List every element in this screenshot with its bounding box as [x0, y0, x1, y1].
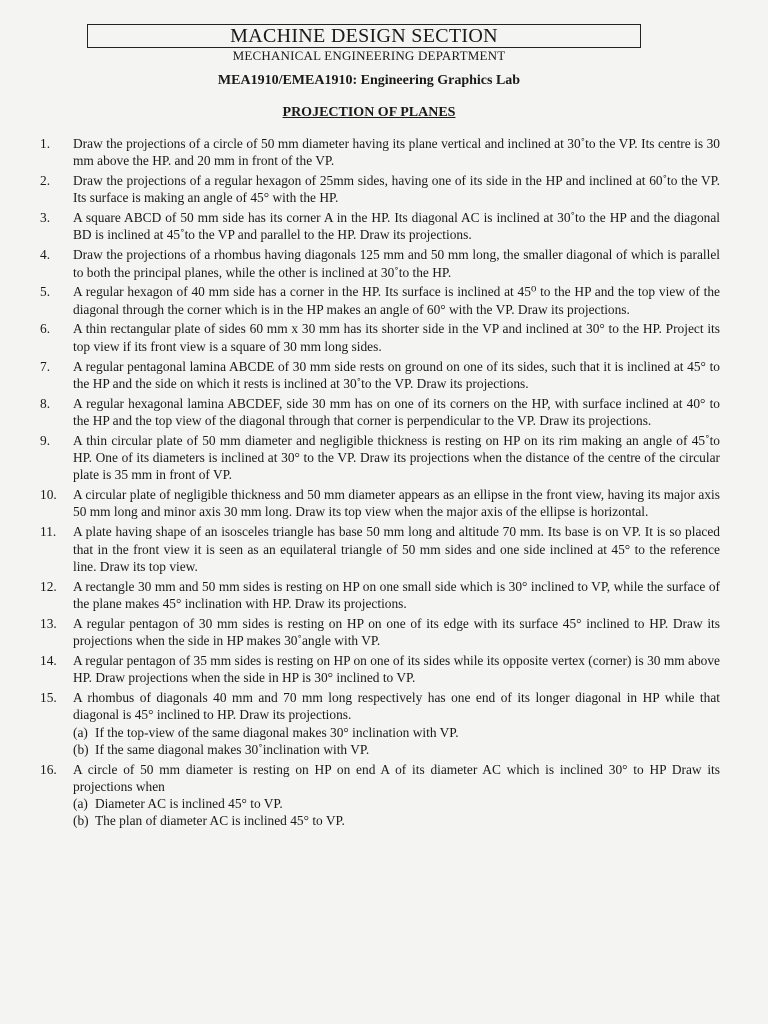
question-item	[40, 358, 720, 393]
sub-question-text: The plan of diameter AC is inclined 45° to VP.	[95, 813, 345, 829]
sub-question-text: Diameter AC is inclined 45° to VP.	[95, 796, 283, 812]
sub-question	[73, 795, 720, 812]
sub-question-text: If the top-view of the same diagonal makes 30° inclination with VP.	[95, 724, 459, 740]
question-number: 13.	[40, 615, 57, 631]
question-number: 8.	[40, 395, 51, 411]
sub-question	[73, 812, 720, 829]
sub-question-label: (a)	[73, 724, 88, 740]
sub-question-text: If the same diagonal makes 30˚inclination with VP.	[95, 741, 370, 757]
question-item	[40, 652, 720, 687]
question-number: 6.	[40, 321, 51, 337]
question-item	[40, 172, 720, 207]
department-name: MECHANICAL ENGINEERING DEPARTMENT	[232, 48, 506, 63]
assignment-heading: PROJECTION OF PLANES	[282, 105, 456, 120]
question-text: A regular pentagonal lamina ABCDE of 30 mm side rests on ground on one of its sides, such that it is inclined at 45° to the HP and the side on which it rests is inclined at 30˚to the VP. Draw its projections.	[73, 358, 720, 391]
question-text: A plate having shape of an isosceles triangle has base 50 mm long and altitude 70 mm. Its base is on VP. It is so placed that in the front view it is seen as an equilateral triangle of 50 mm sides and one side inclined at 45° to the reference line. Draw its top view.	[73, 524, 720, 574]
question-number: 11.	[40, 524, 57, 540]
sub-question-label: (b)	[73, 813, 89, 829]
question-text: A regular hexagon of 40 mm side has a corner in the HP. Its surface is inclined at 45⁰ to the HP and the top view of the diagonal through the corner which is in the HP makes an angle of 60° with the VP. Draw its projections.	[73, 284, 720, 317]
question-item	[40, 578, 720, 613]
question-number: 4.	[40, 247, 51, 263]
sub-question	[73, 741, 720, 758]
question-item	[40, 135, 720, 170]
question-text: A rectangle 30 mm and 50 mm sides is resting on HP on one small side which is 30° inclined to VP, while the surface of the plane makes 45° inclination with HP. Draw its projections.	[73, 578, 720, 611]
question-text: A thin circular plate of 50 mm diameter and negligible thickness is resting on HP on its rim making an angle of 45˚to HP. One of its diameters is inclined at 30° to the VP. Draw its projections when the distance of the centre of the circular plate is 35 mm in front of VP.	[73, 432, 720, 483]
question-number: 15.	[40, 689, 57, 705]
question-number: 2.	[40, 173, 51, 189]
question-text: A regular hexagonal lamina ABCDEF, side 30 mm has on one of its corners on the HP, with surface inclined at 40° to the HP and the top view of the diagonal through that corner is perpendicular to the VP. Draw its projections.	[73, 395, 720, 428]
question-number: 10.	[40, 487, 57, 503]
question-item	[40, 246, 720, 281]
question-text: A regular pentagon of 35 mm sides is resting on HP on one of its sides while its opposite vertex (corner) is 30 mm above HP. Draw projections when the side in HP is 30° inclined to VP.	[73, 652, 720, 686]
sub-question	[73, 724, 720, 741]
question-text: Draw the projections of a regular hexagon of 25mm sides, having one of its side in the HP and inclined at 60˚to the VP. Its surface is making an angle of 45° with the HP.	[73, 173, 720, 206]
question-text: A rhombus of diagonals 40 mm and 70 mm long respectively has one end of its longer diagonal in HP while that diagonal is 45° inclined to HP. Draw its projections.	[73, 689, 720, 723]
question-number: 12.	[40, 578, 57, 594]
question-item	[40, 689, 720, 758]
question-text: A circle of 50 mm diameter is resting on HP on end A of its diameter AC which is inclined 30° to HP Draw its projections when	[73, 761, 720, 794]
question-text: A square ABCD of 50 mm side has its corner A in the HP. Its diagonal AC is inclined at 30˚to the HP and the diagonal BD is inclined at 45˚to the VP and parallel to the HP. Draw its projections.	[73, 210, 720, 243]
section-title: MACHINE DESIGN SECTION	[87, 24, 641, 48]
question-text: A regular pentagon of 30 mm sides is resting on HP on one of its edge with its surface 45° inclined to HP. Draw its projections when the side in HP makes 30˚angle with VP.	[73, 615, 720, 649]
question-number: 5.	[40, 284, 51, 300]
question-text: A circular plate of negligible thickness and 50 mm diameter appears as an ellipse in the front view, having its major axis 50 mm long and minor axis 30 mm long. Draw its top view when the major axis of the ellipse is horizontal.	[73, 487, 720, 520]
question-number: 3.	[40, 210, 51, 226]
question-text: Draw the projections of a circle of 50 mm diameter having its plane vertical and inclined at 30˚to the VP. Its centre is 30 mm above the HP. and 20 mm in front of the VP.	[73, 136, 720, 169]
question-number: 1.	[40, 136, 51, 151]
question-item	[40, 761, 720, 830]
question-item	[40, 283, 720, 318]
question-number: 16.	[40, 761, 57, 777]
sub-question-label: (b)	[73, 741, 89, 757]
question-item	[40, 486, 720, 521]
sub-question-label: (a)	[73, 796, 88, 812]
question-text: A thin rectangular plate of sides 60 mm x 30 mm has its shorter side in the VP and inclined at 30° to the HP. Project its top view if its front view is a square of 30 mm long sides.	[73, 321, 720, 354]
question-item	[40, 209, 720, 244]
course-title: MEA1910/EMEA1910: Engineering Graphics Lab	[217, 73, 521, 88]
question-item	[40, 615, 720, 650]
question-item	[40, 395, 720, 430]
question-list	[40, 135, 720, 832]
question-number: 7.	[40, 358, 51, 374]
question-text: Draw the projections of a rhombus having diagonals 125 mm and 50 mm long, the smaller diagonal of which is parallel to both the principal planes, while the other is inclined at 30˚to the HP.	[73, 247, 720, 280]
question-number: 9.	[40, 432, 51, 448]
question-item	[40, 523, 720, 575]
question-item	[40, 320, 720, 355]
question-item	[40, 432, 720, 484]
question-number: 14.	[40, 652, 57, 668]
